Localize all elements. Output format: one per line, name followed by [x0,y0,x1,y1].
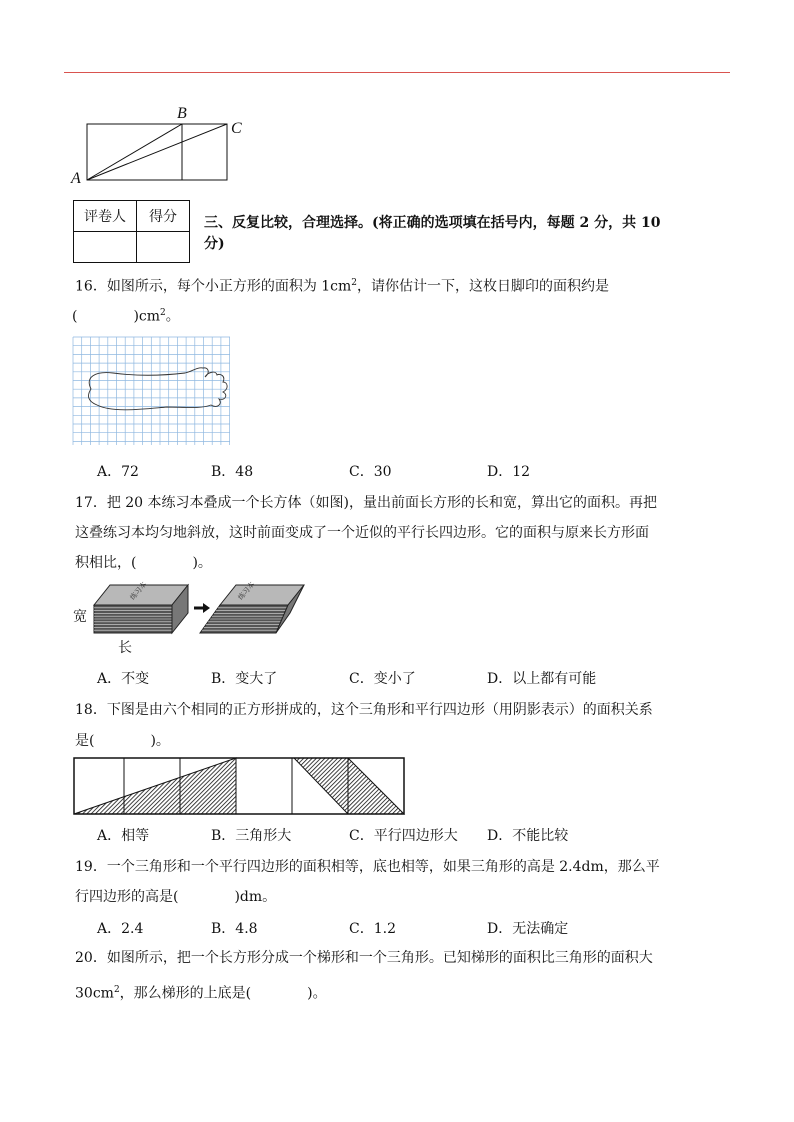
point-b-label: B [177,105,187,122]
q19-line2: 行四边形的高是( )dm。 [75,889,277,905]
q19-option-d[interactable]: D．无法确定 [487,921,569,937]
score-cell[interactable] [137,232,190,263]
length-label: 长 [118,640,132,656]
q20-line1: 20．如图所示，把一个长方形分成一个梯形和一个三角形。已知梯形的面积比三角形的面积大 [75,950,653,966]
q18-option-b[interactable]: B．三角形大 [211,828,292,844]
six-squares-figure [72,756,408,816]
q18-line1: 18．下图是由六个相同的正方形拼成的，这个三角形和平行四边形（用阴影表示）的面积关系 [75,702,653,718]
grader-cell[interactable] [74,232,137,263]
q16-sup1: 2 [351,278,358,288]
q16-option-a[interactable]: A．72 [97,464,139,480]
section3-title-line1: 三、反复比较，合理选择。(将正确的选项填在括号内，每题 2 分，共 10 [204,215,661,231]
q19-option-b[interactable]: B．4.8 [211,921,258,937]
q16-option-c[interactable]: C．30 [349,464,392,480]
book-label-1: 练习本 [128,580,149,602]
q16-line2: ( )$cm^2$。 [72,308,180,325]
q17-option-c[interactable]: C．变小了 [349,671,416,687]
q20-sup: 2 [113,985,120,995]
footprint-grid-figure [73,337,230,445]
score-table [73,200,190,263]
q20-line2: $30cm^2$，那么梯形的上底是( )。 [75,985,327,1002]
q16-line1: 16．如图所示，每个小正方形的面积为 $1cm^2$，请你估计一下，这枚日脚印的面积约是 [75,278,610,295]
q18-line2: 是( )。 [75,733,170,749]
grader-header: 评卷人 [74,201,137,232]
q19-option-a[interactable]: A．2.4 [97,921,144,937]
book-stack-figure [90,583,310,639]
q18-option-c[interactable]: C．平行四边形大 [349,828,458,844]
point-a-label: A [71,170,81,187]
header-rule [64,72,730,73]
q17-line2: 这叠练习本均匀地斜放，这时前面变成了一个近似的平行长四边形。它的面积与原来长方形面 [75,525,649,541]
book-label-2: 练习本 [236,580,257,602]
q17-option-a[interactable]: A．不变 [97,671,150,687]
width-label: 宽 [73,609,87,625]
q17-line1: 17．把 20 本练习本叠成一个长方体（如图)，量出前面长方形的长和宽，算出它的面积。再把 [75,495,657,511]
q16-option-d[interactable]: D．12 [487,464,531,480]
score-header: 得分 [137,201,190,232]
q19-option-c[interactable]: C．1.2 [349,921,396,937]
q17-line3: 积相比，( )。 [75,555,212,571]
section3-title-line2: 分) [204,236,225,252]
q17-option-b[interactable]: B．变大了 [211,671,278,687]
q18-option-a[interactable]: A．相等 [97,828,150,844]
q16-option-b[interactable]: B．48 [211,464,254,480]
rectangle-triangle-figure [70,104,250,188]
q17-option-d[interactable]: D．以上都有可能 [487,671,597,687]
q19-line1: 19．一个三角形和一个平行四边形的面积相等，底也相等，如果三角形的高是 2.4dm，那么平 [75,859,660,875]
q18-option-d[interactable]: D．不能比较 [487,828,569,844]
q16-sup2: 2 [160,308,166,318]
point-c-label: C [231,120,242,137]
